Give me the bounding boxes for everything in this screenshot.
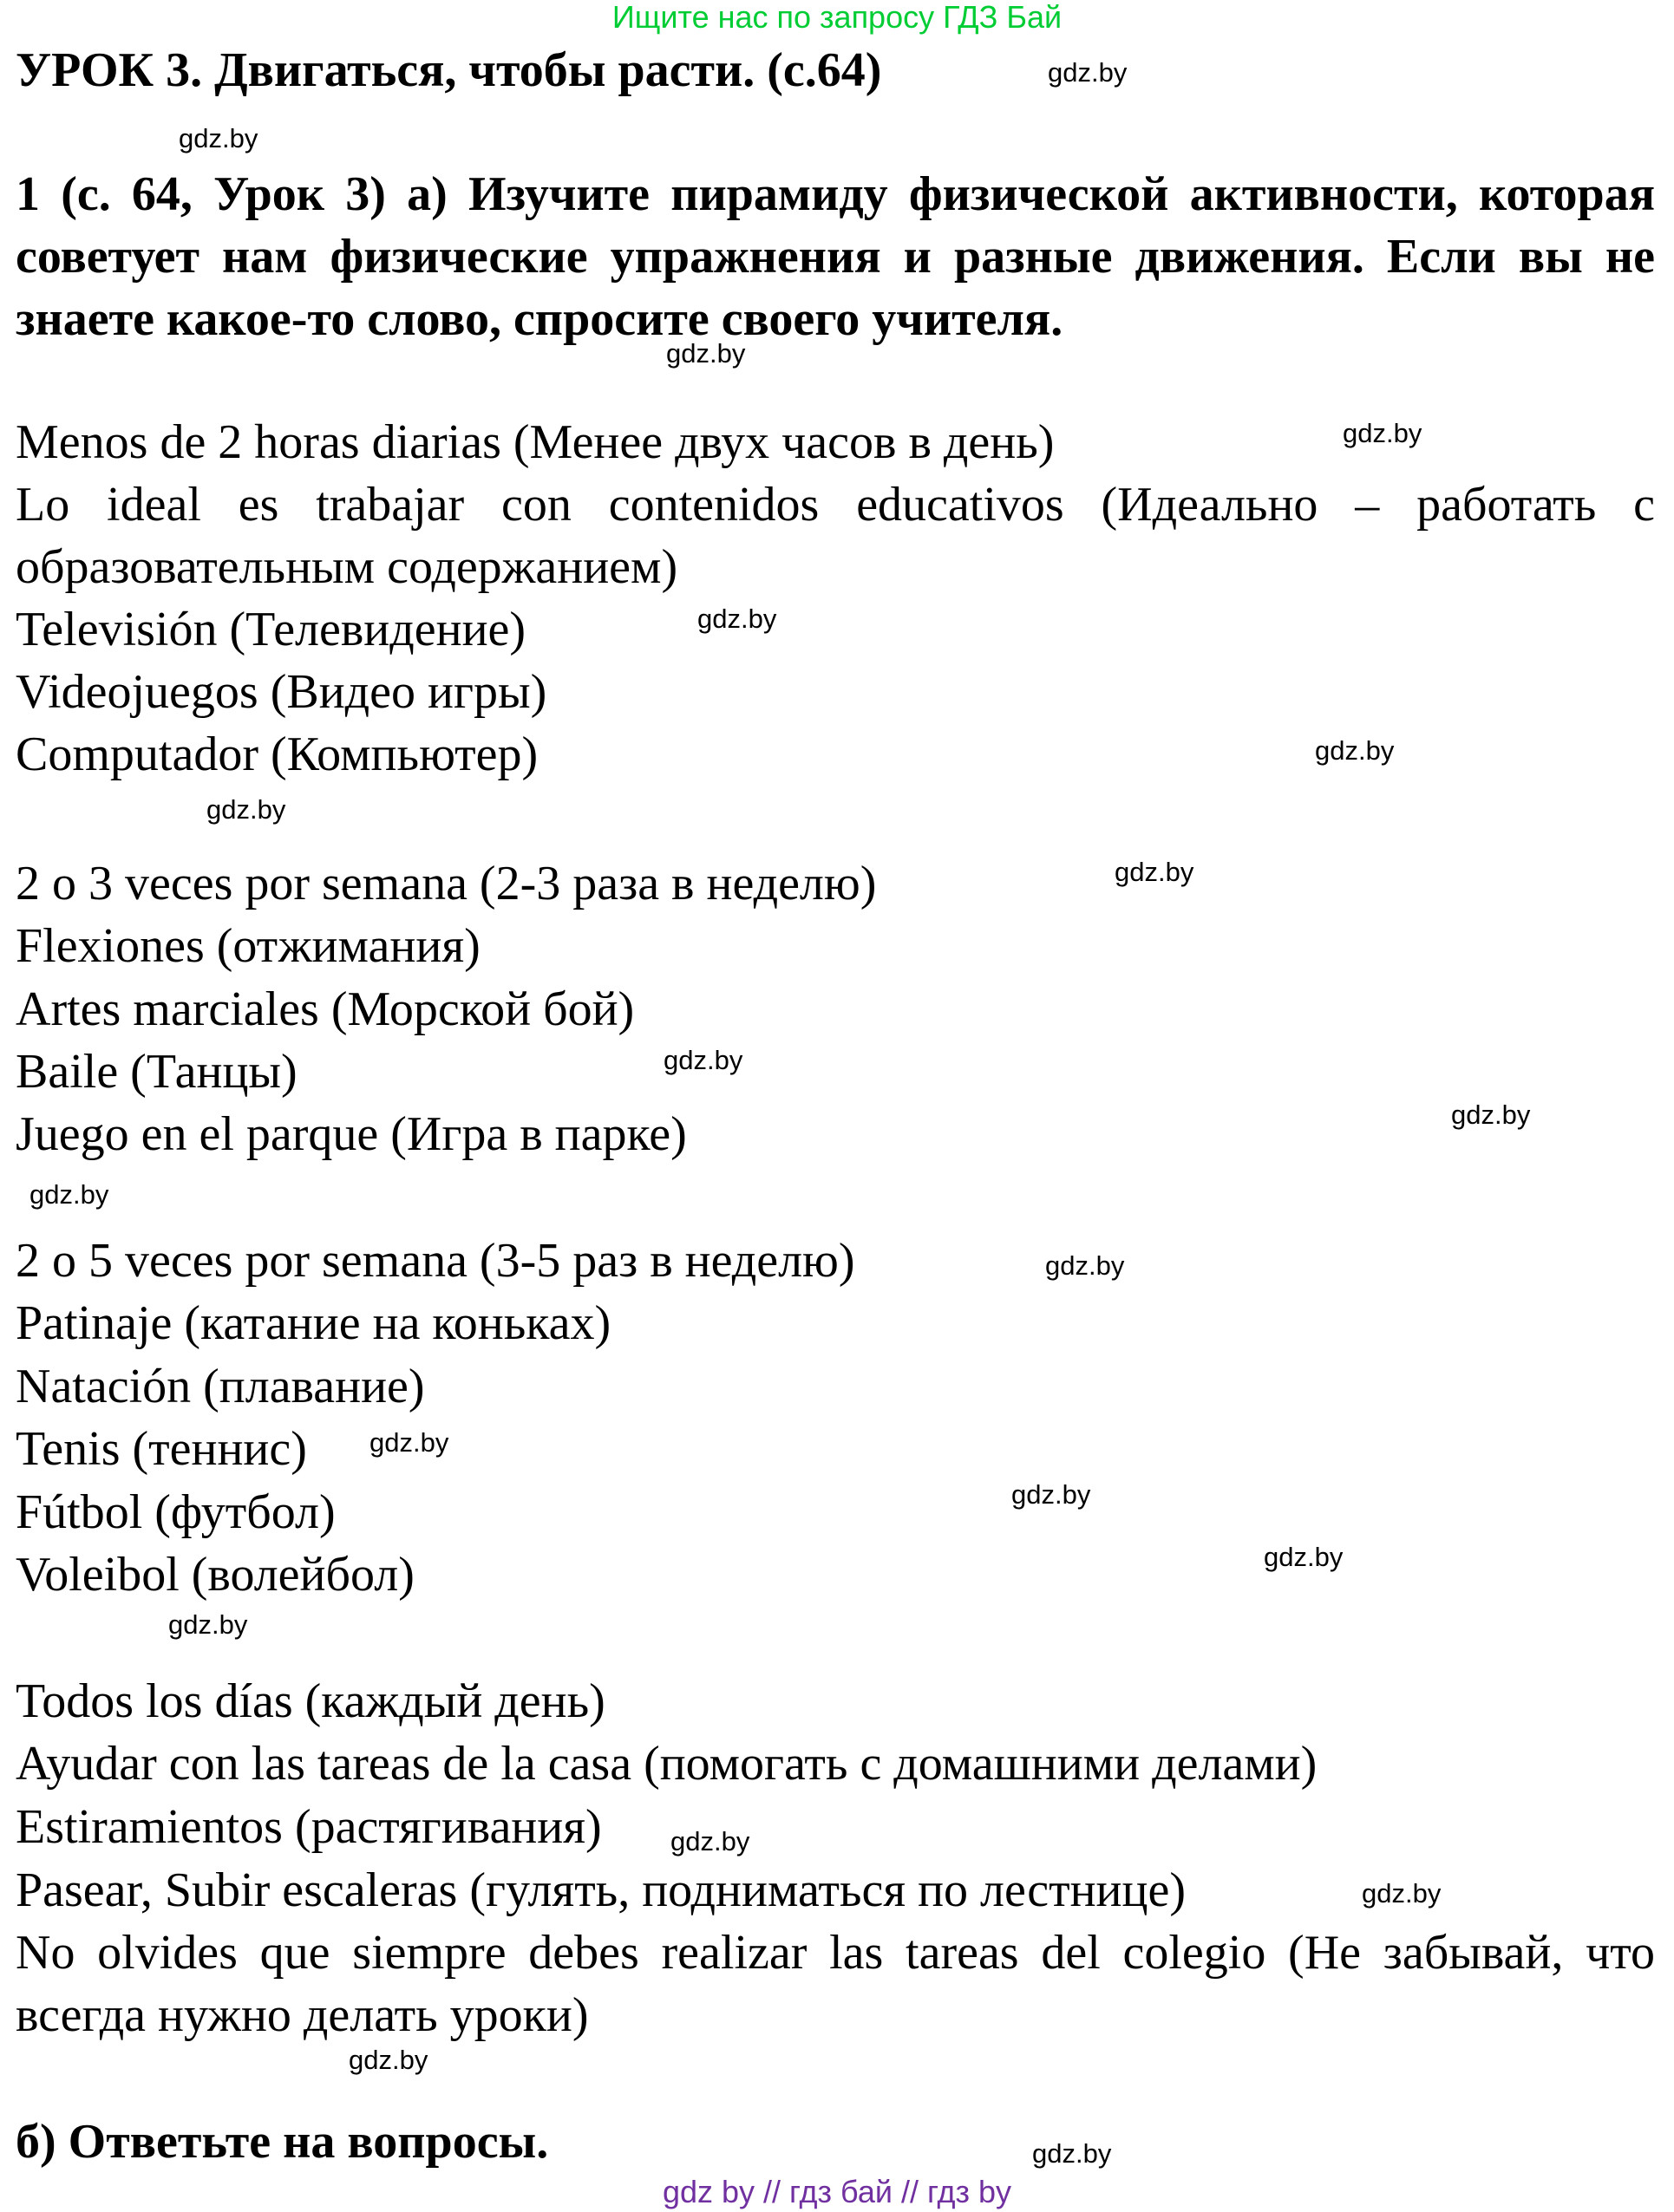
watermark-text: gdz.by [1011,1479,1091,1510]
footer-watermark: gdz by // гдз бай // гдз by [662,2174,1012,2209]
group-4-heading: Todos los días (каждый день) [16,1674,605,1728]
watermark-text: gdz.by [206,794,286,825]
group-4-item: Pasear, Subir escaleras (гулять, подниматься по лестнице) [16,1863,1186,1917]
group-4-item: Ayudar con las tareas de la casa (помогать с домашними делами) [16,1737,1318,1791]
group-2-heading: 2 o 3 veces por semana (2-3 раза в неделю) [16,857,877,910]
watermark-text: gdz.by [1045,1250,1125,1281]
group-2-item: Baile (Танцы) [16,1045,298,1099]
group-3-heading: 2 o 5 veces por semana (3-5 раз в неделю) [16,1234,855,1288]
page-title: УРОК 3. Двигаться, чтобы расти. (с.64) [16,43,882,97]
group-3-item: Tenis (теннис) [16,1422,307,1476]
group-3-item: Voleibol (волейбол) [16,1548,415,1602]
watermark-text: gdz.by [1343,418,1422,448]
group-4-item: Estiramientos (растягивания) [16,1800,602,1854]
watermark-text: gdz.by [666,338,746,369]
watermark-text: gdz.by [1362,1878,1442,1909]
watermark-text: gdz.by [1032,2138,1112,2169]
group-1-heading: Menos de 2 horas diarias (Менее двух часов в день) [16,415,1055,469]
watermark-text: gdz.by [1048,57,1128,88]
watermark-text: gdz.by [369,1427,449,1458]
subtask-heading: б) Ответьте на вопросы. [16,2115,549,2169]
watermark-text: gdz.by [1451,1099,1531,1130]
group-1-item: Computador (Компьютер) [16,728,539,781]
group-2-item: Flexiones (отжимания) [16,919,481,973]
top-banner: Ищите нас по запросу ГДЗ Бай [611,0,1063,35]
watermark-text: gdz.by [29,1179,109,1210]
group-1-item: Videojuegos (Видео игры) [16,665,547,719]
watermark-text: gdz.by [179,123,258,153]
task-instruction: 1 (с. 64, Урок 3) а) Изучите пирамиду физической активности, которая советует нам физические упражнения и разные движения. Если вы не знаете какое-то слово, спросите своего учителя. [16,167,1655,346]
watermark-text: gdz.by [670,1826,750,1856]
group-1-item: Lo ideal es trabajar con contenidos educativos (Идеально – работать с образовательным содержанием) [16,478,1655,594]
watermark-text: gdz.by [697,604,777,634]
watermark-text: gdz.by [1315,735,1395,766]
group-1-item: Televisión (Телевидение) [16,603,526,656]
watermark-text: gdz.by [664,1045,743,1075]
group-3-item: Fútbol (футбол) [16,1485,336,1539]
watermark-text: gdz.by [168,1609,248,1640]
group-3-item: Natación (плавание) [16,1360,425,1413]
group-2-item: Juego en el parque (Игра в парке) [16,1107,687,1161]
watermark-text: gdz.by [1264,1542,1344,1572]
group-3-item: Patinaje (катание на коньках) [16,1296,611,1350]
group-2-item: Artes marciales (Морской бой) [16,982,635,1036]
watermark-text: gdz.by [1115,857,1194,887]
group-4-item: No olvides que siempre debes realizar las tareas del colegio (Не забывай, что всегда нужно делать уроки) [16,1926,1655,2042]
watermark-text: gdz.by [349,2045,428,2075]
